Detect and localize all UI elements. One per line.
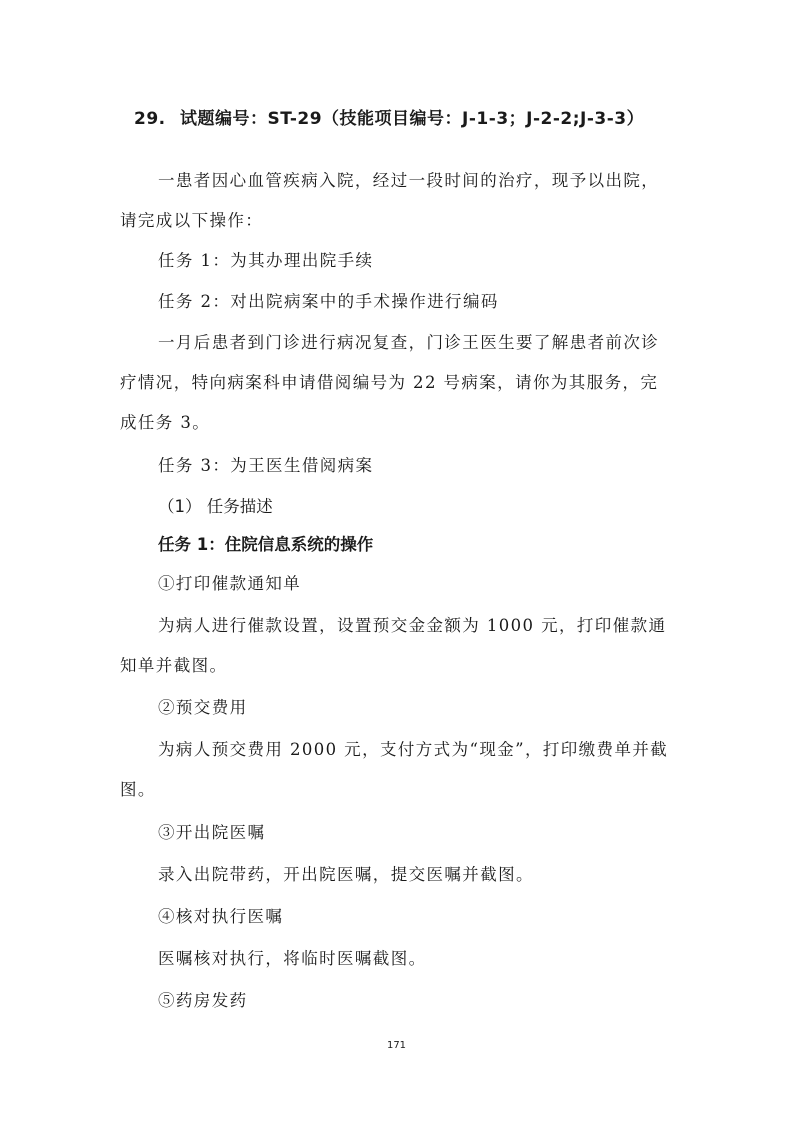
task-1-title: 任务 1：住院信息系统的操作 bbox=[158, 535, 374, 554]
step-1-description: 为病人进行催款设置，设置预交金金额为 1000 元，打印催款通知单并截图。 bbox=[120, 616, 667, 675]
task-1-line: 任务 1：为其办理出院手续 bbox=[158, 251, 374, 270]
task-2-line: 任务 2：对出院病案中的手术操作进行编码 bbox=[158, 292, 499, 311]
step-5-title: ⑤药房发药 bbox=[158, 991, 248, 1010]
section-task-description: （1） 任务描述 bbox=[158, 497, 273, 516]
task-3-line: 任务 3：为王医生借阅病案 bbox=[158, 456, 374, 475]
page-number: 171 bbox=[386, 1040, 407, 1051]
question-heading bbox=[134, 104, 644, 129]
step-2-description: 为病人预交费用 2000 元，支付方式为“现金”，打印缴费单并截图。 bbox=[120, 740, 669, 799]
intro-paragraph: 一患者因心血管疾病入院，经过一段时间的治疗，现予以出院，请完成以下操作： bbox=[120, 171, 660, 230]
step-2-title: ②预交费用 bbox=[158, 698, 248, 717]
step-3-title: ③开出院医嘱 bbox=[158, 823, 266, 842]
question-number: 29. bbox=[134, 109, 166, 129]
step-1-title: ①打印催款通知单 bbox=[158, 574, 302, 593]
step-3-description: 录入出院带药，开出院医嘱，提交医嘱并截图。 bbox=[158, 865, 534, 884]
question-title: 试题编号：ST-29（技能项目编号：J-1-3；J-2-2;J-3-3） bbox=[180, 109, 645, 129]
step-4-description: 医嘱核对执行，将临时医嘱截图。 bbox=[158, 949, 427, 968]
followup-paragraph: 一月后患者到门诊进行病况复查，门诊王医生要了解患者前次诊疗情况，特向病案科申请借阅编号为 22 号病案，请你为其服务，完成任务 3。 bbox=[120, 333, 660, 432]
step-4-title: ④核对执行医嘱 bbox=[158, 907, 284, 926]
